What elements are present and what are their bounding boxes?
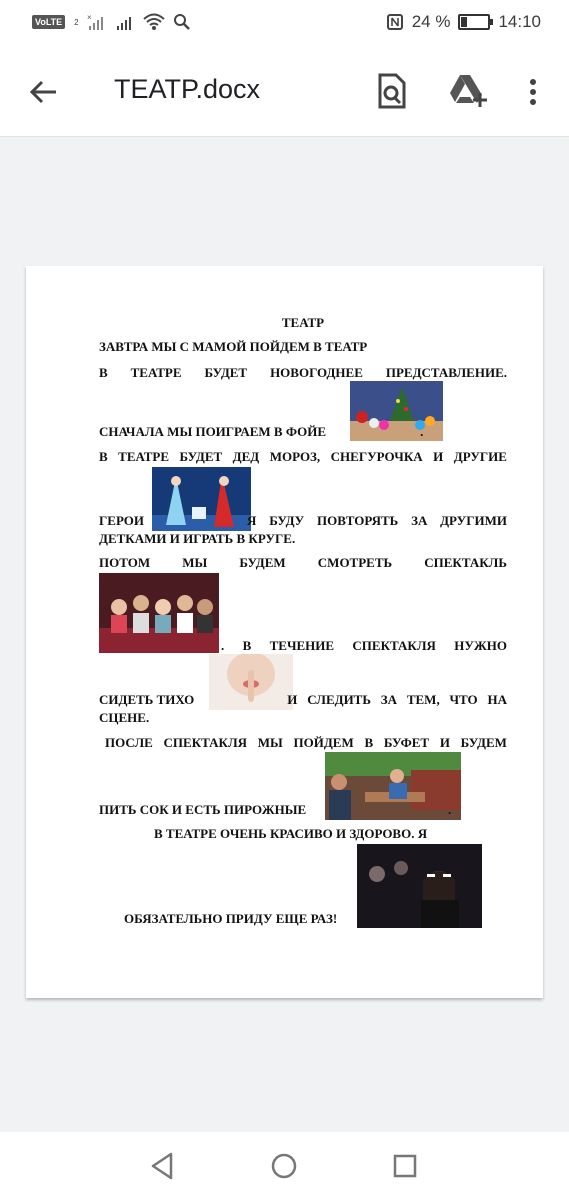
status-left [32, 12, 191, 32]
word: ЗА [380, 692, 398, 707]
word: СПЕКТАКЛЯ [163, 735, 248, 750]
doc-line [99, 691, 507, 709]
word: ДРУГИМИ [440, 513, 507, 528]
wifi-icon [143, 12, 165, 32]
signal-off-icon [87, 12, 107, 32]
volte-indicator: VoLTE [32, 15, 65, 29]
word: НА [487, 692, 507, 707]
text: СИДЕТЬ ТИХО [99, 692, 195, 707]
word: СЛЕДИТЬ [307, 692, 371, 707]
doc-line [99, 423, 507, 441]
word: МЫ [257, 735, 283, 750]
nav-back-icon[interactable] [149, 1152, 175, 1180]
word: В [99, 449, 108, 464]
word: ПОТОМ [99, 555, 151, 570]
nav-recents-icon[interactable] [393, 1154, 417, 1178]
word: ТЕАТРЕ [130, 365, 182, 380]
word: И [287, 692, 298, 707]
word: ТЕЧЕНИЕ [269, 638, 335, 653]
find-in-page-icon[interactable] [376, 73, 408, 109]
doc-line-justified [99, 448, 507, 466]
word: Я [247, 513, 257, 528]
photo-girl-in-theatre [357, 844, 482, 928]
status-bar [0, 0, 569, 48]
doc-line: ДЕТКАМИ И ИГРАТЬ В КРУГЕ. [99, 531, 296, 546]
doc-line [99, 801, 507, 819]
word: СНЕГУРОЧКА [330, 449, 423, 464]
battery-icon [458, 14, 490, 30]
status-right [386, 12, 541, 32]
word: БУФЕТ [383, 735, 430, 750]
document-page[interactable] [26, 266, 543, 998]
word: НОВОГОДНЕЕ [270, 365, 363, 380]
word: В [99, 365, 108, 380]
word: В [364, 735, 374, 750]
doc-line: СЦЕНЕ. [99, 710, 150, 725]
text: ГЕРОИ [99, 513, 145, 528]
text: ПИТЬ СОК И ЕСТЬ ПИРОЖНЫЕ [99, 802, 307, 817]
doc-line-justified [99, 554, 507, 572]
word: БУДЕМ [460, 735, 507, 750]
word: ТЕАТРЕ [118, 449, 170, 464]
app-bar [0, 48, 569, 137]
word: ПОСЛЕ [105, 735, 153, 750]
doc-line: ОБЯЗАТЕЛЬНО ПРИДУ ЕЩЕ РАЗ! [124, 911, 338, 926]
word: БУДЕТ [204, 365, 248, 380]
word: СПЕКТАКЛЯ [352, 638, 436, 653]
word: ЧТО [449, 692, 478, 707]
doc-line-justified [99, 734, 507, 752]
word: ТЕМ, [406, 692, 440, 707]
word: В [242, 638, 252, 653]
word: ПОВТОРЯТЬ [317, 513, 399, 528]
sim-number: 2 [74, 17, 79, 27]
search-icon [173, 13, 191, 31]
text: . [420, 424, 424, 439]
nav-home-icon[interactable] [270, 1152, 298, 1180]
word: ЗА [411, 513, 428, 528]
word: И [433, 449, 444, 464]
word: И [439, 735, 450, 750]
word: ДЕД [232, 449, 260, 464]
word: ДРУГИЕ [453, 449, 507, 464]
nfc-icon [386, 13, 404, 31]
word: БУДЕМ [239, 555, 286, 570]
doc-line [99, 637, 507, 655]
signal-icon [115, 12, 135, 32]
more-vert-icon[interactable] [526, 76, 540, 108]
add-to-drive-icon[interactable] [448, 73, 488, 109]
battery-percent: 24 % [411, 12, 451, 31]
word: ПОЙДЕМ [293, 735, 354, 750]
text: . [448, 802, 452, 817]
back-arrow-icon[interactable] [28, 76, 60, 108]
word: БУДЕТ [179, 449, 223, 464]
doc-line [99, 512, 507, 530]
doc-line-justified [99, 364, 507, 382]
doc-line: ЗАВТРА МЫ С МАМОЙ ПОЙДЕМ В ТЕАТР [99, 339, 368, 354]
word: МОРОЗ, [269, 449, 321, 464]
svg-text:×: × [86, 13, 92, 22]
word: СПЕКТАКЛЬ [424, 555, 507, 570]
word: . [221, 638, 225, 653]
word: НУЖНО [454, 638, 507, 653]
word: БУДУ [269, 513, 305, 528]
clock: 14:10 [498, 12, 541, 31]
word: СМОТРЕТЬ [317, 555, 393, 570]
doc-title: ТЕАТР [281, 315, 325, 330]
text: СНАЧАЛА МЫ ПОИГРАЕМ В ФОЙЕ [99, 424, 327, 439]
system-nav-bar [0, 1132, 569, 1200]
document-title: TEATP.docx [114, 74, 261, 104]
doc-line: В ТЕАТРЕ ОЧЕНЬ КРАСИВО И ЗДОРОВО. Я [154, 826, 428, 841]
word: МЫ [182, 555, 208, 570]
word: ПРЕДСТАВЛЕНИЕ. [385, 365, 507, 380]
